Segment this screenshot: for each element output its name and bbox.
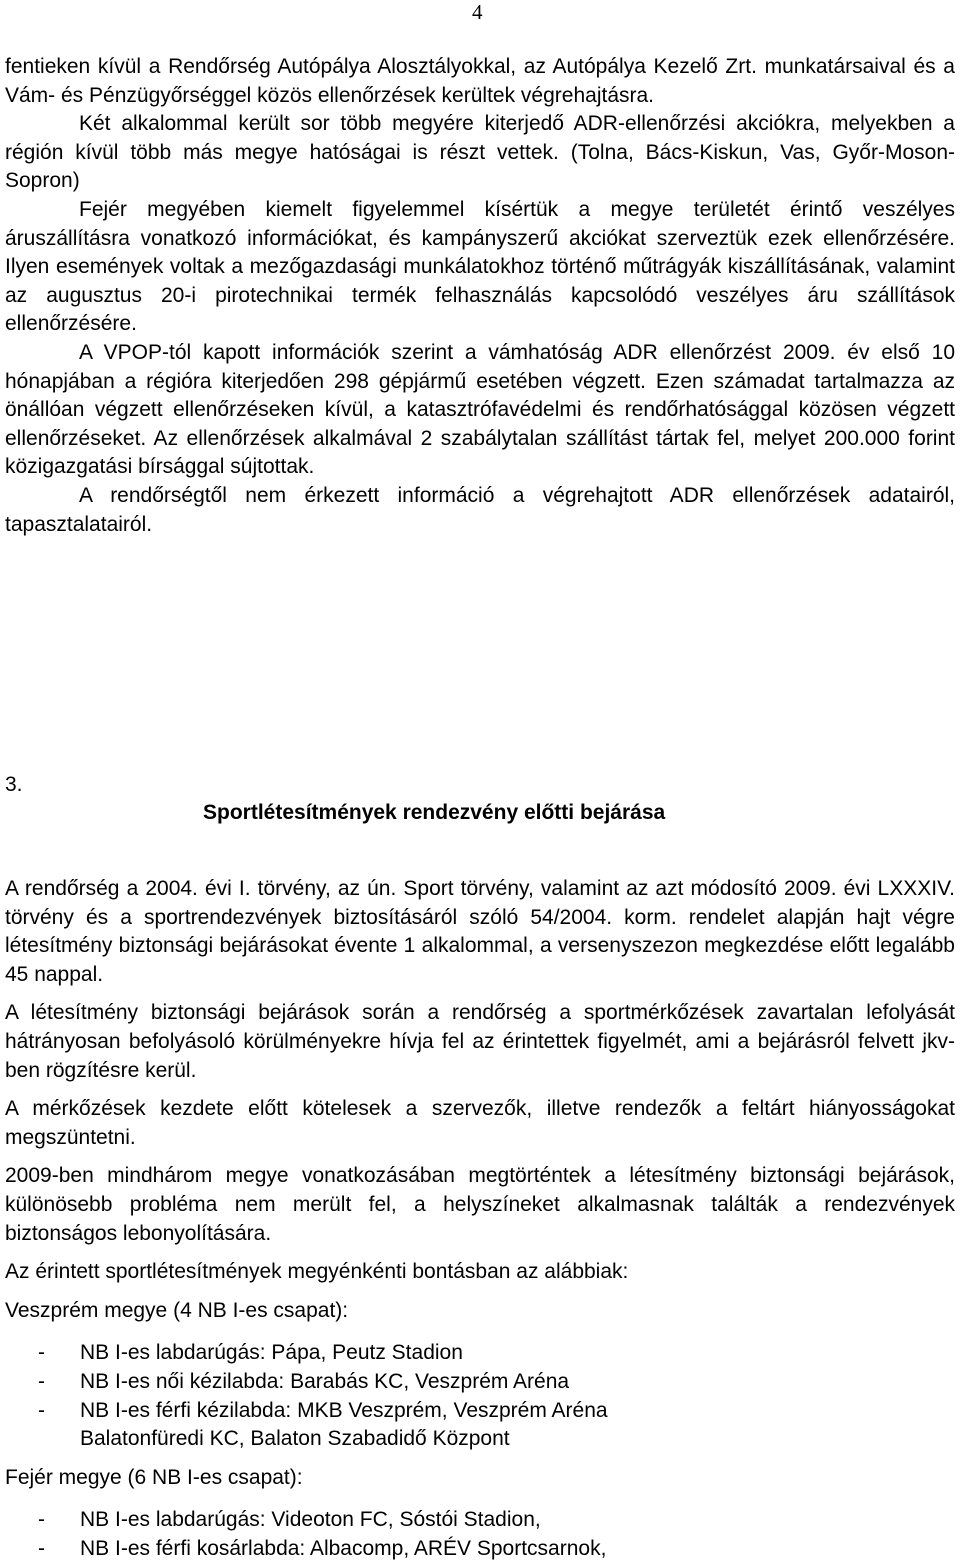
section-paragraph-1: A rendőrség a 2004. évi I. törvény, az ún. Sport törvény, valamint az azt módosító 2009. évi LXXXIV. törvény és a sportrendezvények biztosításáról szóló 54/2004. korm. rendelet alapján hajt végre létesítmény biztonsági bejárásokat évente 1 alkalommal, a versenyszezon megkezdése előtt legalább 45 nappal. (5, 877, 955, 986)
fejer-heading: Fejér megye (6 NB I-es csapat): (5, 1465, 303, 1489)
section-paragraph-2: A létesítmény biztonsági bejárások során a rendőrség a sportmérkőzések zavartalan lefolyását hátrányosan befolyásoló körülményekre hívja fel az érintettek figyelmét, ami a bejárásról felvett jkv-ben rögzítésre kerül. (5, 1001, 955, 1082)
intro-paragraph-1: fentieken kívül a Rendőrség Autópálya Alosztályokkal, az Autópálya Kezelő Zrt. munkatársaival és a Vám- és Pénzügyőrséggel közös ellenőrzések kerültek végrehajtásra. (5, 55, 955, 107)
veszprem-heading: Veszprém megye (4 NB I-es csapat): (5, 1298, 349, 1322)
list-item-text: NB I-es labdarúgás: Pápa, Peutz Stadion (80, 1341, 463, 1365)
section-number: 3. (5, 773, 23, 796)
section-title: Sportlétesítmények rendezvény előtti bejárása (203, 801, 666, 824)
list-item (5, 1397, 955, 1426)
list-item-text: NB I-es férfi kosárlabda: Albacomp, ARÉV Sportcsarnok, (80, 1536, 607, 1560)
section-body (5, 875, 955, 1563)
section-paragraph-5: Az érintett sportlétesítmények megyénkénti bontásban az alábbiak: (5, 1260, 629, 1284)
intro-paragraph-4: A VPOP-tól kapott információk szerint a vámhatóság ADR ellenőrzést 2009. év első 10 hónapjában a régióra kiterjedően 298 gépjármű esetében végzett. Ezen számadat tartalmazza az önállóan végzett ellenőrzéseken kívül, a katasztrófavédelmi és rendőrhatósággal közösen végzett ellenőrzéseket. Az ellenőrzések alkalmával 2 szabálytalan szállítást tártak fel, melyet 200.000 forint közigazgatási bírsággal sújtottak. (5, 340, 955, 479)
list-dash: - (38, 1341, 45, 1365)
list-dash: - (38, 1398, 45, 1422)
list-item-text: NB I-es labdarúgás: Videoton FC, Sóstói Stadion, (80, 1508, 541, 1532)
intro-paragraph-3: Fejér megyében kiemelt figyelemmel kísértük a megye területét érintő veszélyes áruszállításra vonatkozó információkat, és kampányszerű akciókat szerveztük ezek ellenőrzésére. Ilyen események voltak a mezőgazdasági munkálatokhoz történő műtrágyák kiszállításának, valamint az augusztus 20-i pirotechnikai termék felhasználás kapcsolódó veszélyes áru szállítások ellenőrzésére. (5, 197, 955, 336)
list-item (5, 1339, 955, 1368)
list-item-text: NB I-es férfi kézilabda: MKB Veszprém, Veszprém Aréna (80, 1398, 608, 1422)
section-paragraph-3: A mérkőzések kezdete előtt kötelesek a szervezők, illetve rendezők a feltárt hiányosságokat megszüntetni. (5, 1097, 955, 1149)
section-paragraph-4: 2009-ben mindhárom megye vonatkozásában megtörténtek a létesítmény biztonsági bejárások, különösebb probléma nem merült fel, a helyszíneket alkalmasnak találták a rendezvények biztonságos lebonyolítására. (5, 1164, 955, 1245)
list-item (5, 1506, 955, 1535)
page-number: 4 (472, 0, 483, 24)
fejer-list (5, 1506, 955, 1563)
intro-paragraph-2: Két alkalommal került sor több megyére kiterjedő ADR-ellenőrzési akciókra, melyekben a régión kívül több más megye hatóságai is részt vettek. (Tolna, Bács-Kiskun, Vas, Győr-Moson-Sopron) (5, 112, 955, 193)
veszprem-list (5, 1339, 955, 1425)
intro-paragraph-5: A rendőrségtől nem érkezett információ a végrehajtott ADR ellenőrzések adatairól, tapasztalatairól. (5, 483, 955, 536)
list-item (5, 1368, 955, 1397)
list-dash: - (38, 1536, 45, 1560)
document-body (5, 53, 955, 1560)
list-item (5, 1535, 955, 1563)
list-item-text: NB I-es női kézilabda: Barabás KC, Veszprém Aréna (80, 1369, 570, 1393)
list-dash: - (38, 1508, 45, 1532)
list-dash: - (38, 1369, 45, 1393)
veszprem-list-continuation: Balatonfüredi KC, Balaton Szabadidő Központ (80, 1427, 510, 1451)
